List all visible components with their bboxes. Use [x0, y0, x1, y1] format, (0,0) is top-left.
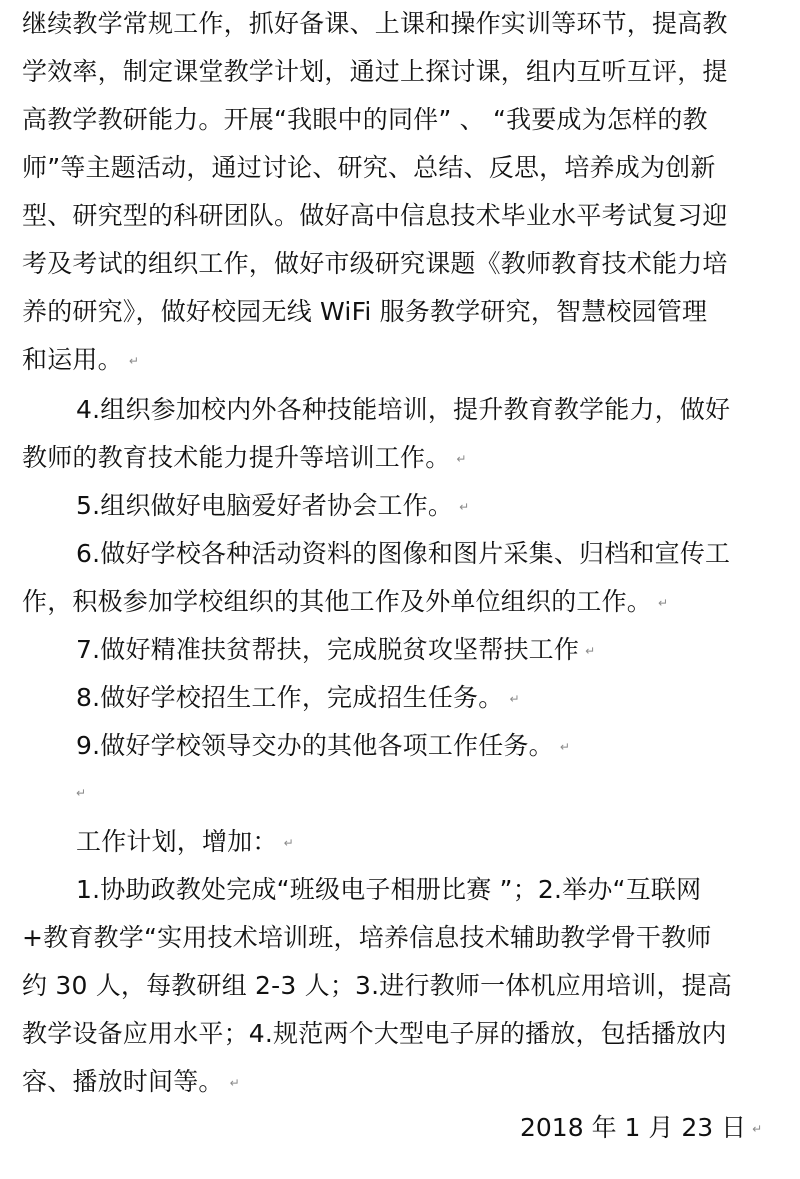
- item5-line: [76, 482, 800, 530]
- item8-text: 8.做好学校招生工作，完成招生任务。: [76, 683, 504, 712]
- date-wrap: [520, 1104, 762, 1152]
- intro-line-8: [22, 336, 800, 384]
- intro-line-7: 养的研究》，做好校园无线 WiFi 服务教学研究，智慧校园管理: [22, 297, 708, 326]
- paragraph-mark-icon: ↵: [585, 644, 596, 658]
- intro-line-1: 继续教学常规工作，抓好备课、上课和操作实训等环节，提高教: [22, 9, 728, 38]
- paragraph-mark-icon: ↵: [456, 452, 467, 466]
- plan-line-5: [22, 1058, 800, 1106]
- plan-line-1: 1.协助政教处完成“班级电子相册比赛 ”；2.举办“互联网: [76, 875, 702, 904]
- intro-line-5: 型、研究型的科研团队。做好高中信息技术毕业水平考试复习迎: [22, 201, 728, 230]
- item4-line-2: [22, 434, 800, 482]
- intro-line-3: 高教学教研能力。开展“我眼中的同伴” 、 “我要成为怎样的教: [22, 105, 708, 134]
- paragraph-mark-icon: ↵: [128, 354, 140, 368]
- item6-line-1: 6.做好学校各种活动资料的图像和图片采集、归档和宣传工: [76, 539, 731, 568]
- intro-line-2: 学效率，制定课堂教学计划，通过上探讨课，组内互听互评，提: [22, 57, 728, 86]
- plan-line-3: 约 30 人，每教研组 2-3 人；3.进行教师一体机应用培训，提高: [22, 971, 733, 1000]
- paragraph-mark-icon: ↵: [509, 692, 520, 706]
- paragraph-mark-icon: ↵: [229, 1076, 240, 1090]
- plan-line-2: +教育教学“实用技术培训班，培养信息技术辅助教学骨干教师: [22, 923, 712, 952]
- paragraph-mark-icon: ↵: [283, 836, 294, 850]
- item8-line: [76, 674, 800, 722]
- date-text: 2018 年 1 月 23 日: [520, 1113, 747, 1142]
- paragraph-mark-icon: ↵: [559, 740, 571, 754]
- item5-text: 5.组织做好电脑爱好者协会工作。: [76, 491, 454, 520]
- paragraph-mark-icon: ↵: [76, 786, 87, 800]
- item4-line-2-text: 教师的教育技术能力提升等培训工作。: [22, 443, 451, 472]
- plan-line-4: 教学设备应用水平；4.规范两个大型电子屏的播放，包括播放内: [22, 1019, 727, 1048]
- plan-line-5-text: 容、播放时间等。: [22, 1067, 224, 1096]
- plan-heading: [76, 818, 800, 866]
- paragraph-mark-icon: ↵: [752, 1122, 763, 1136]
- item7-text: 7.做好精准扶贫帮扶，完成脱贫攻坚帮扶工作: [76, 635, 580, 664]
- paragraph-mark-icon: ↵: [658, 596, 669, 610]
- paragraph-mark-icon: ↵: [459, 500, 470, 514]
- item6-line-2-text: 作，积极参加学校组织的其他工作及外单位组织的工作。: [22, 587, 653, 616]
- intro-line-4: 师”等主题活动，通过讨论、研究、总结、反思，培养成为创新: [22, 153, 716, 182]
- item4-line-1: 4.组织参加校内外各种技能培训，提升教育教学能力，做好: [76, 395, 731, 424]
- item9-text: 9.做好学校领导交办的其他各项工作任务。: [76, 731, 554, 760]
- plan-heading-text: 工作计划，增加：: [76, 827, 278, 856]
- intro-line-6: 考及考试的组织工作，做好市级研究课题《教师教育技术能力培: [22, 249, 728, 278]
- item9-line: [76, 722, 800, 770]
- document-date: [0, 1104, 800, 1152]
- item7-line: [76, 626, 800, 674]
- intro-line-8-text: 和运用。: [22, 345, 123, 374]
- item6-line-2: [22, 578, 800, 626]
